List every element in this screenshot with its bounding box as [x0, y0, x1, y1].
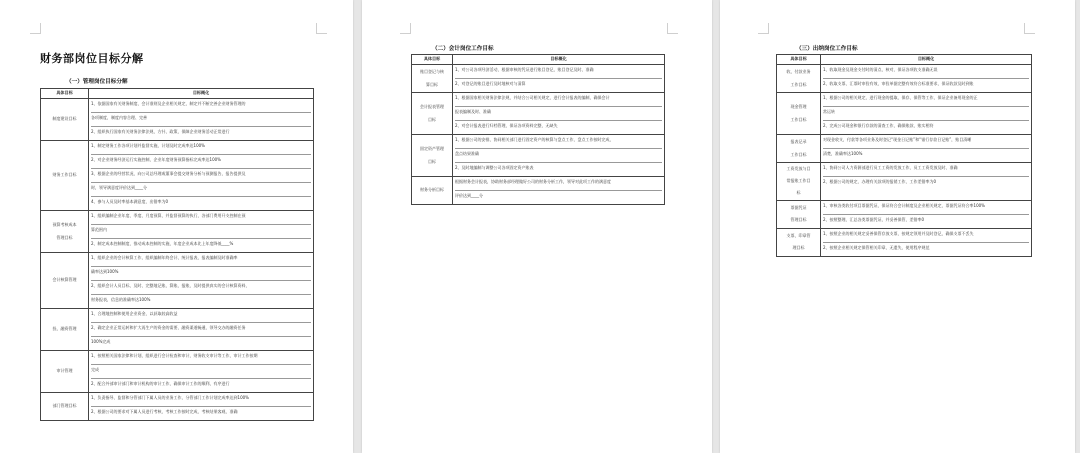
target-table [411, 54, 665, 205]
target-detail-cell [89, 253, 314, 309]
table-row [41, 99, 314, 141]
target-category-cell [412, 177, 453, 205]
target-category: 制度建设目标 [52, 116, 77, 122]
crop-mark [316, 23, 327, 34]
target-detail-line: 2、根据公司的规定，办理有关款项的报销工作，工作差错率为0 [823, 179, 937, 184]
table-row [777, 65, 1032, 93]
target-table [40, 88, 314, 421]
table-row [41, 393, 314, 421]
target-category: 财务工作目标 [52, 172, 77, 178]
target-category: 财务分析目标 [420, 187, 444, 193]
table-row [412, 135, 665, 177]
table-row [412, 65, 665, 93]
target-category-cell [777, 163, 821, 201]
target-category-cell [41, 141, 89, 211]
crop-mark [667, 23, 678, 34]
target-detail-line: 根据财务会计报表，协助财务部经理做好公司的财务分析工作，领导对此项工作的满意度 [455, 177, 662, 191]
table-row [777, 228, 1032, 256]
table-row [41, 141, 314, 211]
table-row [41, 253, 314, 309]
target-category-cell [777, 65, 821, 93]
target-category: 目标 [428, 116, 436, 122]
target-detail-cell [821, 163, 1032, 201]
target-category: 工作目标 [790, 151, 807, 157]
target-detail-line: 2、对企业财务经济运行实施控制，企业年度财务预算指标完成率达100% [91, 155, 311, 169]
crop-mark [758, 23, 769, 34]
column-header: 目标概化 [453, 55, 665, 65]
target-category: 现金管理 [790, 104, 807, 110]
table-row [777, 163, 1032, 201]
target-detail-line: 对现金收支，付款等各项业务及时登记“现金日记账”和“银行存款日记账”，账目清晰 [823, 135, 1029, 149]
target-detail-cell [453, 93, 665, 135]
target-detail-line: 2、制定成本控制制度，推动成本控制的实施，年度企业成本比上年度降低____% [91, 241, 234, 246]
target-category-cell [41, 253, 89, 309]
target-category-cell [41, 99, 89, 141]
target-detail-cell [89, 351, 314, 393]
section-title: （一）管理岗位目标分解 [66, 79, 128, 85]
target-detail-cell [821, 228, 1032, 256]
column-header: 具体目标 [412, 55, 453, 65]
table-row [777, 93, 1032, 135]
target-category: 支票、印章管 [786, 232, 811, 238]
target-detail-cell [453, 177, 665, 205]
target-detail-line: 1、合理地控制和使用企业资金，以获取较高收益 [91, 309, 311, 323]
target-detail-line: 2、根据公司的要求对下属人员进行考核，考核工作按时完成，考核结果客观、准确 [91, 409, 238, 414]
table-row [41, 211, 314, 253]
target-category: 预算考核成本 [52, 222, 77, 228]
target-category-cell [777, 93, 821, 135]
target-detail-line: 报表编制及时、准确 [455, 107, 662, 121]
target-category-cell [412, 65, 453, 93]
target-category: 会计报表管理 [420, 104, 444, 110]
target-category-cell [41, 211, 89, 253]
target-detail-line: 2、完成公司现金和银行存款的清查工作，确保账款、账实相符 [823, 123, 934, 128]
target-detail-line: 评价达到____分 [455, 193, 483, 198]
target-category: 常报账工作目 [786, 178, 811, 184]
target-detail-line: 1、审核各类收付项目票据凭证，保证符合会计制度及企业相关规定，票据凭证符合率100% [823, 201, 1029, 215]
target-detail-cell [89, 211, 314, 253]
target-detail-line: 财务报表，信息的准确率达100% [91, 297, 151, 302]
target-category-cell [777, 228, 821, 256]
table-row [777, 135, 1032, 163]
target-category: 管理目标 [56, 234, 73, 240]
target-detail-line: 1、协同公司人力资源部进行员工工资的发放工作，员工工资发放及时、准确 [823, 163, 1029, 177]
target-detail-line: 时，领导满意度评价达到____分 [91, 183, 311, 197]
target-category: 账目登记与核 [420, 69, 444, 75]
target-detail-line: 1、按照相关国家法律和计划，组织进行会计检查和审计，财务收支审计等工作，审计工作按期 [91, 351, 311, 365]
target-detail-line: 2、对登记的账目进行及时地核对与清算 [455, 81, 526, 86]
target-detail-line: 2、确定企业正常运转和扩大再生产的资金的需要，融资渠道畅通，领导交办的融资任务 [91, 323, 311, 337]
target-detail-line: 1、收取现金及现金支付时的清点、核对，保证各项收支准确无误 [823, 65, 1029, 79]
target-category-cell [777, 200, 821, 228]
crop-mark [400, 23, 411, 34]
target-detail-line: 常运转 [823, 107, 1029, 121]
target-detail-line: 1、根据公司的相关规定，进行现金的提取、保存、保管等工作，保证企业备用现金的正 [823, 93, 1029, 107]
table-row [412, 177, 665, 205]
target-category: 目标 [428, 158, 436, 164]
target-detail-line: 完成 [91, 365, 311, 379]
target-detail-cell [453, 65, 665, 93]
target-category: 会计核算管理 [52, 277, 77, 283]
target-category: 报表记录 [790, 139, 807, 145]
target-category: 投、融资管理 [52, 326, 77, 332]
target-category-cell [777, 135, 821, 163]
target-category-cell [412, 93, 453, 135]
target-detail-line: 2、按照整理、汇总各类票据凭证，并妥善保管，差错率0 [823, 216, 925, 222]
document-page-2 [362, 0, 712, 453]
document-title: 财务部岗位目标分解 [40, 52, 144, 65]
target-detail-line: 1、对公司各项经济活动，根据审核的凭证进行账目登记，账目登记及时、准确 [455, 65, 662, 79]
table-row [41, 351, 314, 393]
target-detail-line: 1、按照企业的相关规定妥善保管存放支票，按规定领用并及时登记，确保支票不丢失 [823, 229, 1029, 243]
target-detail-cell [89, 309, 314, 351]
section-title: （三）出纳岗位工作目标 [796, 46, 858, 52]
document-page-1 [0, 0, 353, 453]
target-detail-cell [821, 93, 1032, 135]
target-category: 票据凭证 [790, 204, 807, 210]
target-detail-cell [453, 135, 665, 177]
column-header: 具体目标 [777, 55, 821, 65]
target-category: 工作目标 [790, 81, 807, 87]
target-detail-line: 1、制定财务工作各项计划并监督实施，计划及时完成率达100% [91, 141, 311, 155]
target-detail-line: 盘点结果准确 [455, 149, 662, 163]
target-category: 工作目标 [790, 116, 807, 122]
target-detail-line: 1、依据国家有关财务制度、会计准则及企业相关规定，制定并不断完善企业财务管理的 [91, 99, 311, 113]
target-detail-line: 1、组织企业的会计核算工作，组织编制年终会计、统计报表，报表编制及时准确率 [91, 253, 311, 267]
target-detail-line: 1、根据公司的安排，协同相关部门进行固定资产的核算与盘点工作，盘点工作按时完成， [455, 135, 662, 149]
target-detail-line: 1、负责指导、监督和分管部门下属人员的业务工作，分管部门工作计划完成率达到100% [91, 393, 311, 407]
target-category-cell [41, 393, 89, 421]
target-detail-line: 4、参与人员及时率基本满意度，出错率为0 [91, 199, 169, 204]
target-detail-line: 2、配合外部审计部门和审计机构的审计工作，确保审计工作的顺利、有序进行 [91, 381, 230, 386]
target-category: 固定资产管理 [420, 146, 444, 152]
crop-mark [1024, 23, 1035, 34]
target-detail-line: 2、对会计报表进行归档管理，保证各项资料完整，无缺失 [455, 123, 558, 128]
target-category-cell [41, 309, 89, 351]
target-category: 管理目标 [790, 217, 807, 223]
target-category: 工资发放与目 [786, 166, 811, 171]
crop-mark [30, 23, 41, 34]
target-detail-cell [821, 200, 1032, 228]
target-detail-line: 2、组织执行国家有关财务法律法规、方针、政策，保障企业财务活动正常进行 [91, 129, 230, 134]
target-detail-line: 1、根据国家相关财务法律法规，并结合公司相关规定，进行会计报表的编制，确保会计 [455, 93, 662, 107]
target-detail-line: 2、组织会计人员目标，及时、完整地记账、算账、报账，及时提供真实的会计核算资料， [91, 281, 311, 295]
target-detail-line: 1、组织编制企业年度、季度、月度预算，并监督预算的执行，各部门费用开支控制在预 [91, 211, 311, 225]
target-detail-line: 清楚，准确率达100% [823, 151, 863, 156]
target-category-cell [41, 351, 89, 393]
table-row [412, 93, 665, 135]
section-title: （二）会计岗位工作目标 [432, 46, 494, 52]
target-detail-cell [821, 65, 1032, 93]
table-row [777, 200, 1032, 228]
target-detail-line: 算范围内 [91, 225, 311, 239]
target-detail-line: 3、根据企业的经营状况，向公司总经理或董事会提交财务分析与预测报告，报告提供及 [91, 169, 311, 183]
target-detail-line: 2、收取支票、汇票时审验有效，审验单据完整有效符合标准要求，保证收款及时到账 [823, 81, 974, 86]
table-row [41, 309, 314, 351]
target-category: 理目标 [792, 245, 805, 251]
column-header: 具体目标 [41, 89, 89, 99]
target-category: 标 [796, 190, 801, 196]
target-detail-cell [89, 99, 314, 141]
document-page-3 [720, 0, 1075, 453]
target-category: 收、付款业务 [786, 69, 811, 75]
column-header: 目标概化 [821, 55, 1032, 65]
target-detail-cell [821, 135, 1032, 163]
target-detail-line: 各项制度，制度内容合理、完善 [91, 113, 311, 127]
target-category: 部门管理目标 [52, 403, 77, 409]
target-category-cell [412, 135, 453, 177]
target-category: 审计管理 [56, 368, 73, 374]
target-detail-line: 100%完成 [91, 339, 111, 344]
column-header: 目标概化 [89, 89, 314, 99]
target-detail-line: 确率达到100% [91, 267, 311, 281]
target-table [776, 54, 1032, 257]
target-category: 算目标 [426, 81, 438, 87]
target-detail-cell [89, 393, 314, 421]
target-detail-line: 2、按照企业相关规定保管相关印章，无遗失，使用程序规范 [823, 244, 930, 250]
target-detail-cell [89, 141, 314, 211]
target-detail-line: 2、及时地编制与调整公司各项固定资产账表 [455, 165, 534, 170]
